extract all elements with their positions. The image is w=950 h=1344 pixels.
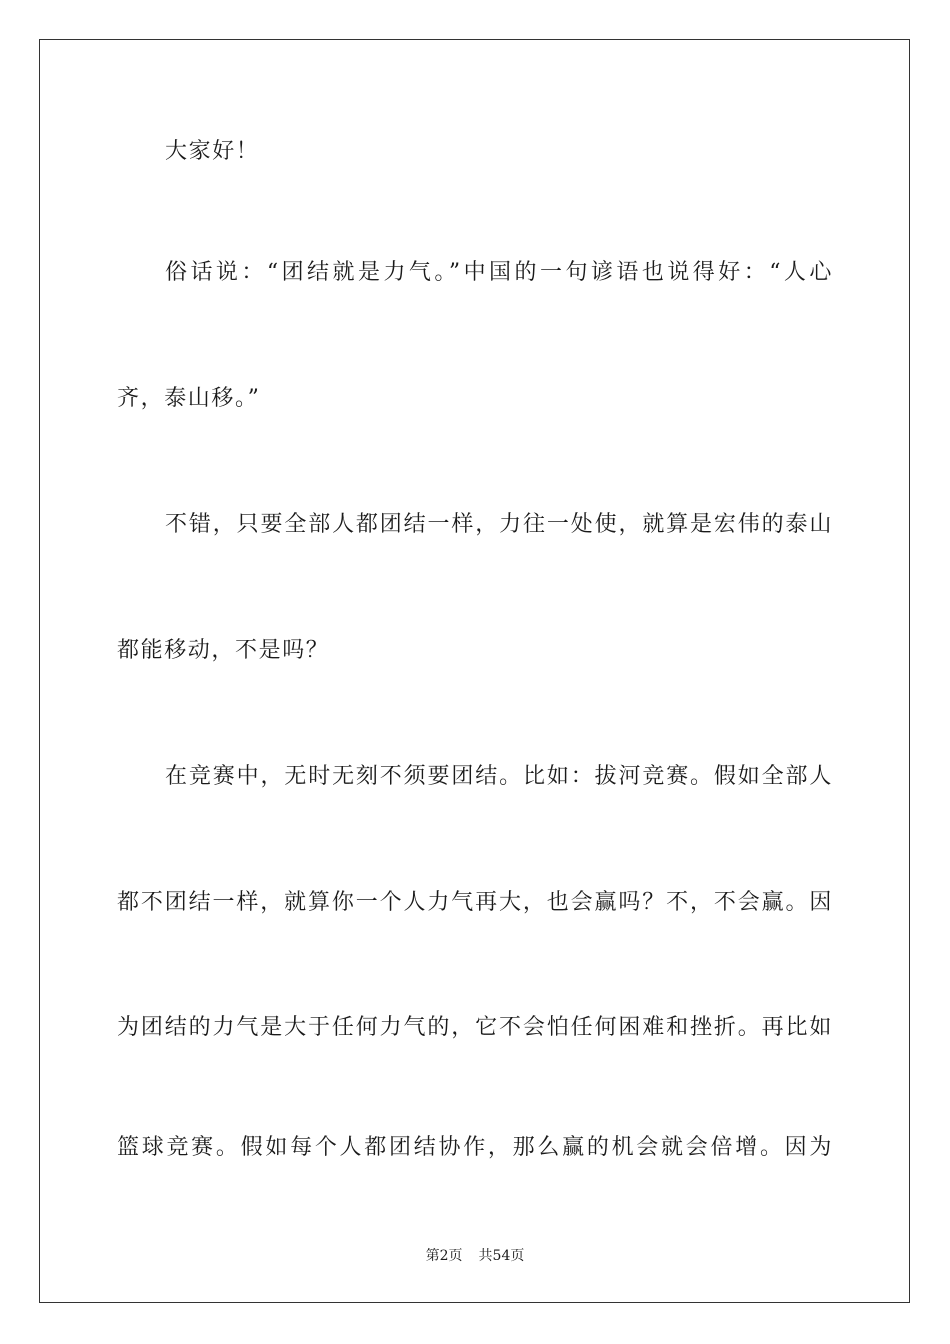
text-line: 篮球竞赛。假如每个人都团结协作，那么赢的机会就会倍增。因为 [117,1135,833,1160]
text-line: 都不团结一样，就算你一个人力气再大，也会赢吗？不，不会赢。因 [117,890,833,915]
page-total: 共54页 [478,1248,525,1264]
text-line: 齐，泰山移。” [117,386,261,411]
text-line: 俗话说：“团结就是力气。”中国的一句谚语也说得好：“人心 [165,260,833,285]
page-number: 第2页 [425,1248,463,1264]
text-line-greeting: 大家好！ [165,139,260,164]
page-footer [0,1247,950,1265]
text-line: 不错，只要全部人都团结一样，力往一处使，就算是宏伟的泰山 [165,512,833,537]
text-line: 在竞赛中，无时无刻不须要团结。比如：拔河竞赛。假如全部人 [165,764,833,789]
page-frame [39,39,910,1303]
text-line: 都能移动，不是吗？ [117,638,330,663]
text-line: 为团结的力气是大于任何力气的，它不会怕任何困难和挫折。再比如 [117,1015,833,1040]
